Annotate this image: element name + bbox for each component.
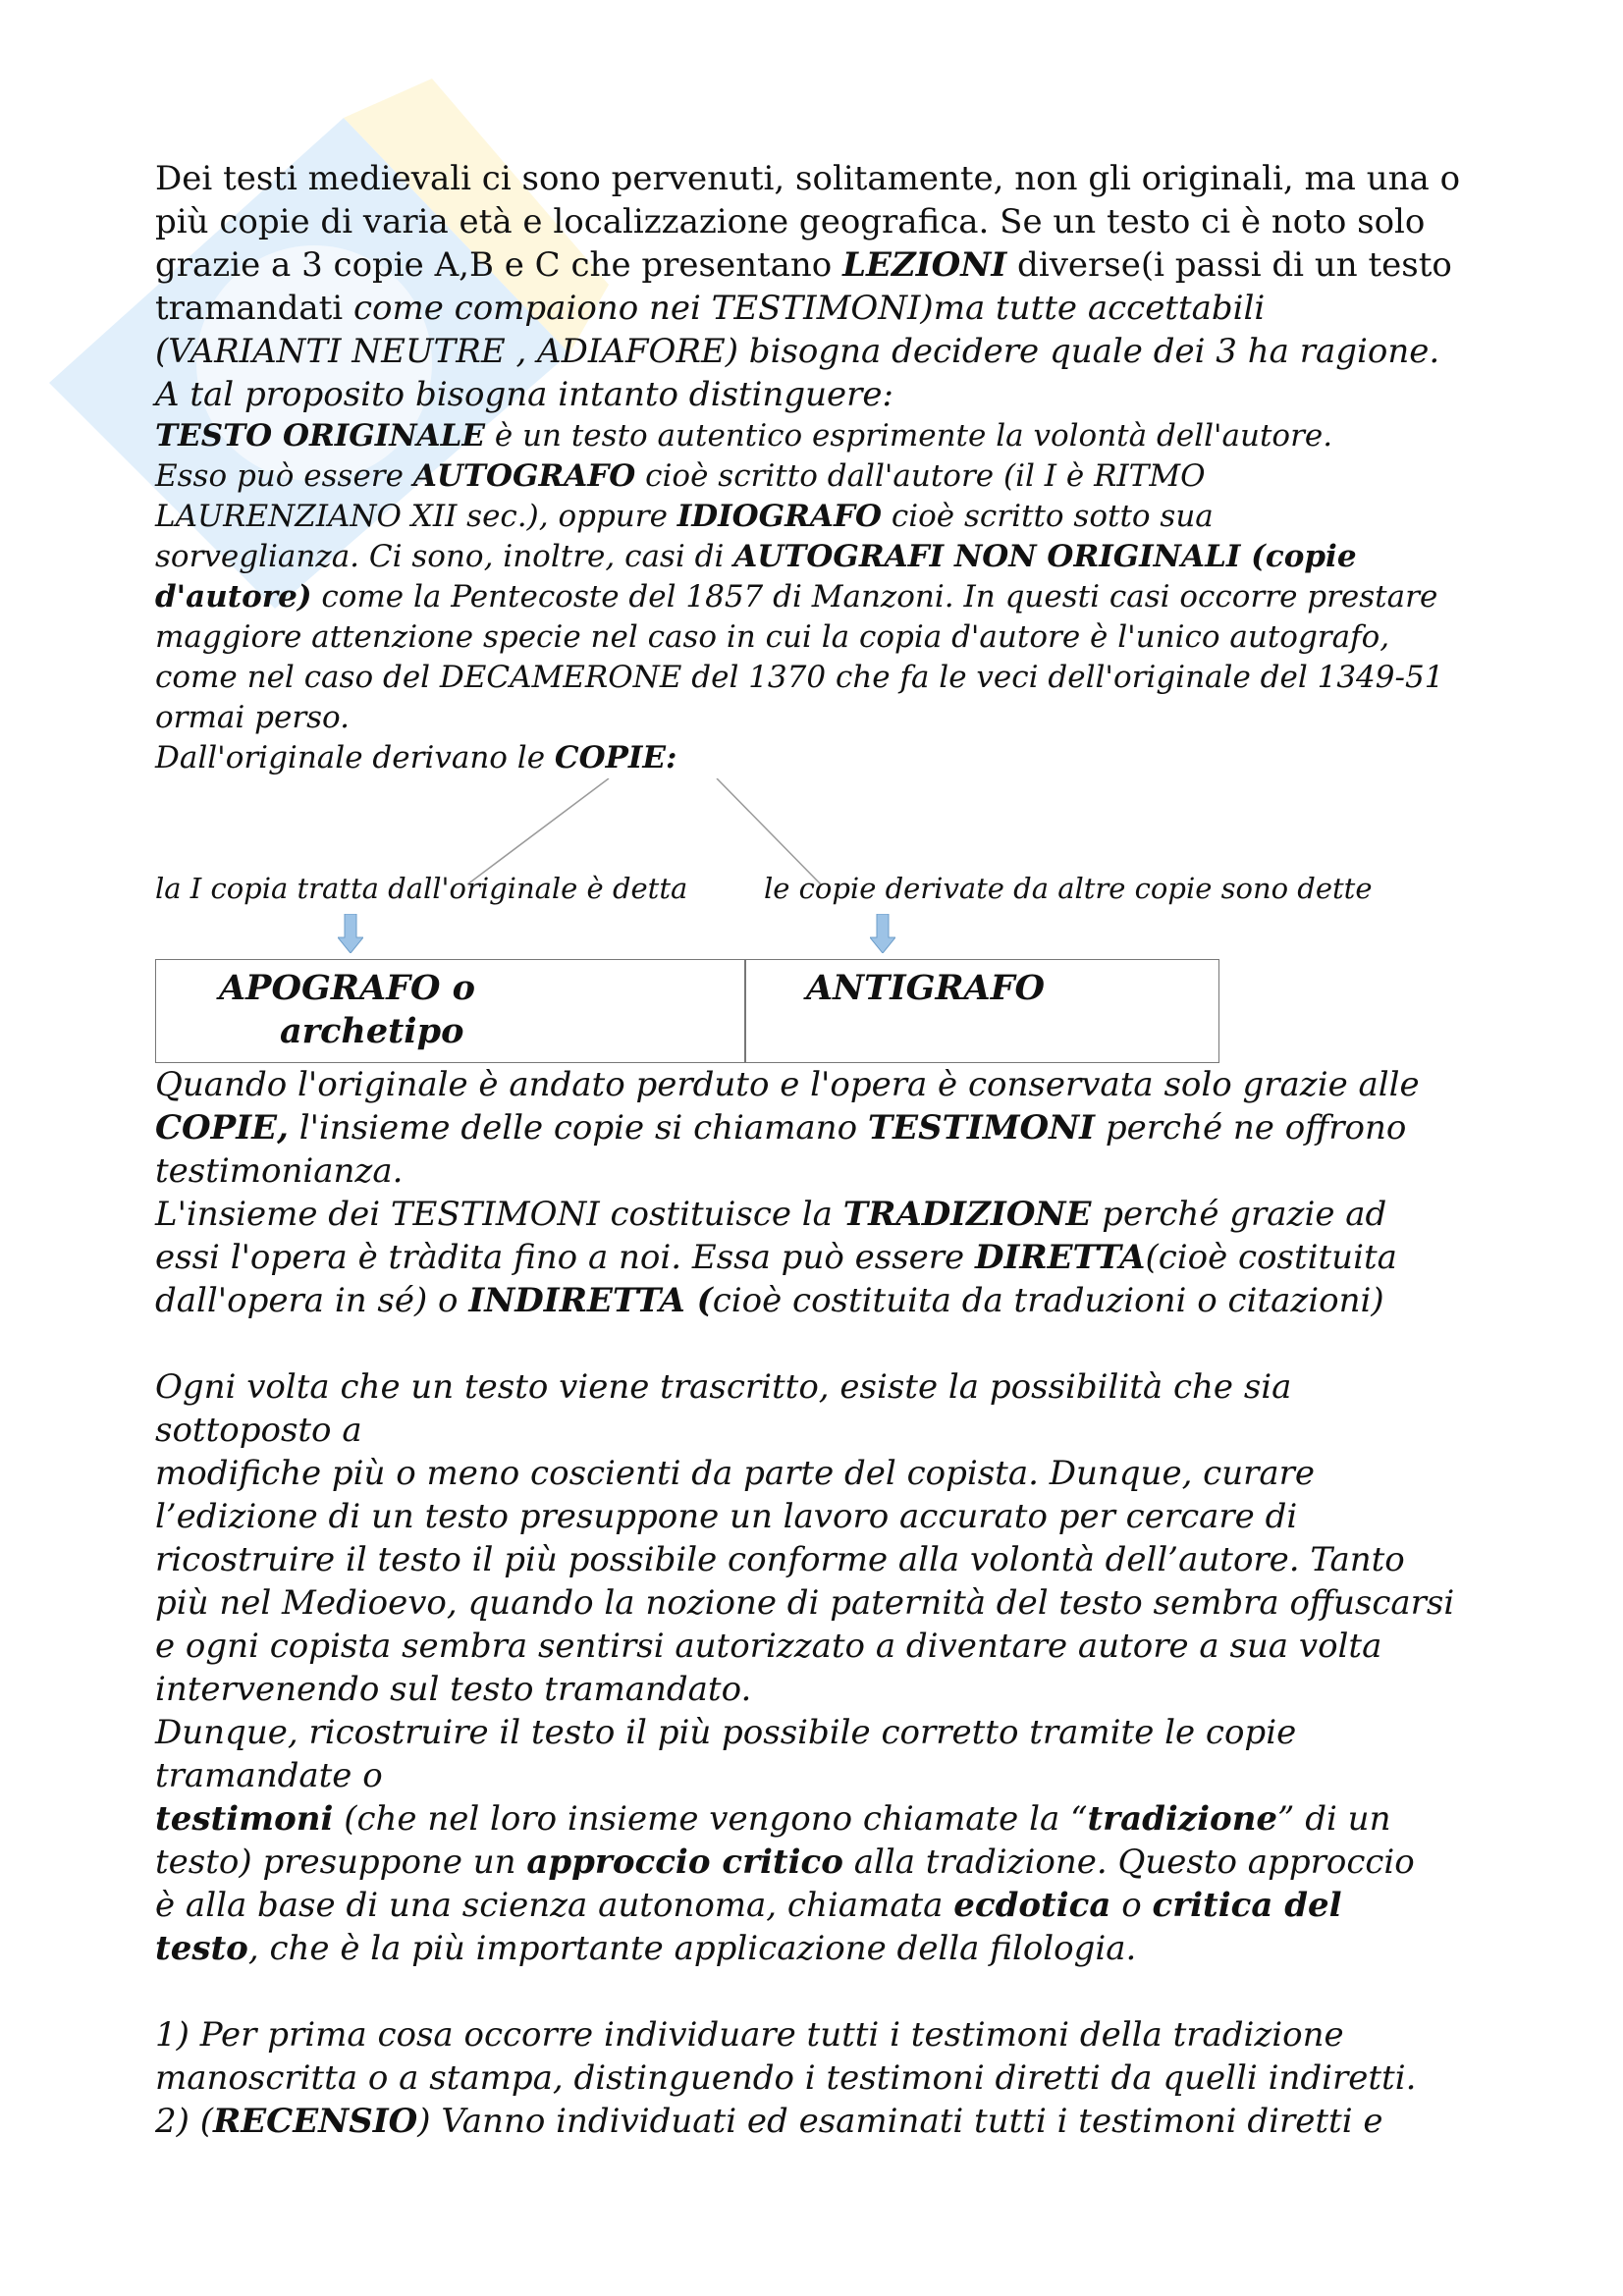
list-item: manoscritta o a stampa, distinguendo i testimoni diretti da quelli indiretti. — [155, 2058, 1417, 2098]
text-line: sorveglianza. Ci sono, inoltre, casi di AUTOGRAFI NON ORIGINALI (copie — [155, 539, 1357, 574]
list-item: 1) Per prima cosa occorre individuare tutti i testimoni della tradizione — [155, 2015, 1344, 2055]
term-copie: COPIE: — [554, 740, 677, 775]
text-line: maggiore attenzione specie nel caso in cui la copia d'autore è l'unico autografo, — [155, 619, 1390, 655]
term-recensio: RECENSIO — [212, 2102, 418, 2141]
text-line: ricostruire il testo il più possibile conforme alla volontà dell’autore. Tanto — [155, 1540, 1405, 1579]
term-autografi-non-originali: AUTOGRAFI NON ORIGINALI (copie — [733, 539, 1357, 574]
term-tradizione-lower: tradizione — [1087, 1799, 1278, 1839]
text-line: sottoposto a — [155, 1411, 362, 1450]
text-line: più copie di varia età e localizzazione geografica. Se un testo ci è noto solo — [155, 202, 1426, 241]
text-line: Ogni volta che un testo viene trascritto, esiste la possibilità che sia — [155, 1367, 1292, 1407]
text-line: Dall'originale derivano le COPIE: — [155, 740, 677, 775]
left-branch-label: la I copia tratta dall'originale è detta — [155, 872, 688, 905]
text-line: testimoni (che nel loro insieme vengono chiamate la “tradizione” di un — [155, 1799, 1391, 1839]
list-item: 2) (RECENSIO) Vanno individuati ed esaminati tutti i testimoni diretti e — [155, 2102, 1383, 2141]
down-arrow-icon — [338, 914, 363, 953]
definitions-paragraph — [155, 416, 1490, 778]
text-line: testimonianza. — [155, 1151, 404, 1191]
term-lezioni: LEZIONI — [842, 245, 1007, 285]
term-autografo: AUTOGRAFO — [412, 458, 636, 494]
text-line: (VARIANTI NEUTRE , ADIAFORE) bisogna decidere quale dei 3 ha ragione. — [155, 332, 1440, 371]
text-line: intervenendo sul testo tramandato. — [155, 1670, 752, 1709]
text-line: più nel Medioevo, quando la nozione di paternità del testo sembra offuscarsi — [155, 1583, 1455, 1623]
down-arrow-icon — [870, 914, 895, 953]
term-ecdotica: ecdotica — [953, 1886, 1111, 1925]
text-line: come nel caso del DECAMERONE del 1370 che fa le veci dell'originale del 1349-51 — [155, 660, 1444, 695]
text-line: d'autore) come la Pentecoste del 1857 di Manzoni. In questi casi occorre prestare — [155, 579, 1438, 614]
text-line: TESTO ORIGINALE è un testo autentico esprimente la volontà dell'autore. — [155, 418, 1333, 454]
text-line: COPIE, l'insieme delle copie si chiamano TESTIMONI perché ne offrono — [155, 1108, 1407, 1148]
text-line: A tal proposito bisogna intanto distinguere: — [155, 375, 893, 414]
antigrafo-label: ANTIGRAFO — [806, 968, 1046, 1008]
right-branch-label: le copie derivate da altre copie sono dette — [764, 872, 1373, 905]
term-critica-del-testo: critica del — [1152, 1886, 1342, 1925]
text-line: L'insieme dei TESTIMONI costituisce la TRADIZIONE perché grazie ad — [155, 1195, 1387, 1234]
text-line: dall'opera in sé) o INDIRETTA (cioè costituita da traduzioni o citazioni) — [155, 1281, 1384, 1320]
text-line: tramandati come compaiono nei TESTIMONI)ma tutte accettabili — [155, 289, 1266, 328]
archetipo-label: archetipo — [280, 1011, 464, 1051]
text-line: testo, che è la più importante applicazione della filologia. — [155, 1929, 1137, 1968]
intro-paragraph — [155, 157, 1490, 416]
steps-list — [155, 2013, 1490, 2143]
text-line: LAURENZIANO XII sec.), oppure IDIOGRAFO cioè scritto sotto sua — [155, 499, 1214, 534]
text-line: essi l'opera è tràdita fino a noi. Essa può essere DIRETTA(cioè costituita — [155, 1238, 1397, 1277]
text-line: è alla base di una scienza autonoma, chiamata ecdotica o critica del — [155, 1886, 1342, 1925]
term-diretta: DIRETTA — [974, 1238, 1146, 1277]
text-line: Dunque, ricostruire il testo il più possibile corretto tramite le copie — [155, 1713, 1297, 1752]
term-tradizione: TRADIZIONE — [842, 1195, 1092, 1234]
term-idiografo: IDIOGRAFO — [676, 499, 882, 534]
text-line: Dei testi medievali ci sono pervenuti, solitamente, non gli originali, ma una o — [155, 159, 1461, 198]
text-line: testo) presuppone un approccio critico alla tradizione. Questo approccio — [155, 1842, 1415, 1882]
text-line: modifiche più o meno coscienti da parte del copista. Dunque, curare — [155, 1454, 1316, 1493]
term-approccio-critico: approccio critico — [526, 1842, 843, 1882]
apografo-box — [155, 959, 746, 1063]
copies-diagram — [155, 778, 1490, 1102]
term-indiretta: INDIRETTA ( — [468, 1281, 713, 1320]
ecdotica-paragraph — [155, 1365, 1490, 1970]
antigrafo-box — [744, 959, 1219, 1063]
term-testo-originale: TESTO ORIGINALE — [155, 418, 486, 454]
text-line: e ogni copista sembra sentirsi autorizzato a diventare autore a sua volta — [155, 1627, 1382, 1666]
text-line: Esso può essere AUTOGRAFO cioè scritto dall'autore (il I è RITMO — [155, 458, 1206, 494]
text-line: Quando l'originale è andato perduto e l'opera è conservata solo grazie alle — [155, 1065, 1420, 1104]
term-testimoni-lower: testimoni — [155, 1799, 334, 1839]
document-page — [155, 157, 1490, 2143]
text-line: tramandate o — [155, 1756, 383, 1795]
text-line: l’edizione di un testo presuppone un lavoro accurato per cercare di — [155, 1497, 1298, 1536]
apografo-label: APOGRAFO o — [219, 968, 475, 1008]
term-testimoni: TESTIMONI — [867, 1108, 1096, 1148]
text-line: grazie a 3 copie A,B e C che presentano LEZIONI diverse(i passi di un testo — [155, 245, 1452, 285]
text-line: ormai perso. — [155, 700, 351, 735]
